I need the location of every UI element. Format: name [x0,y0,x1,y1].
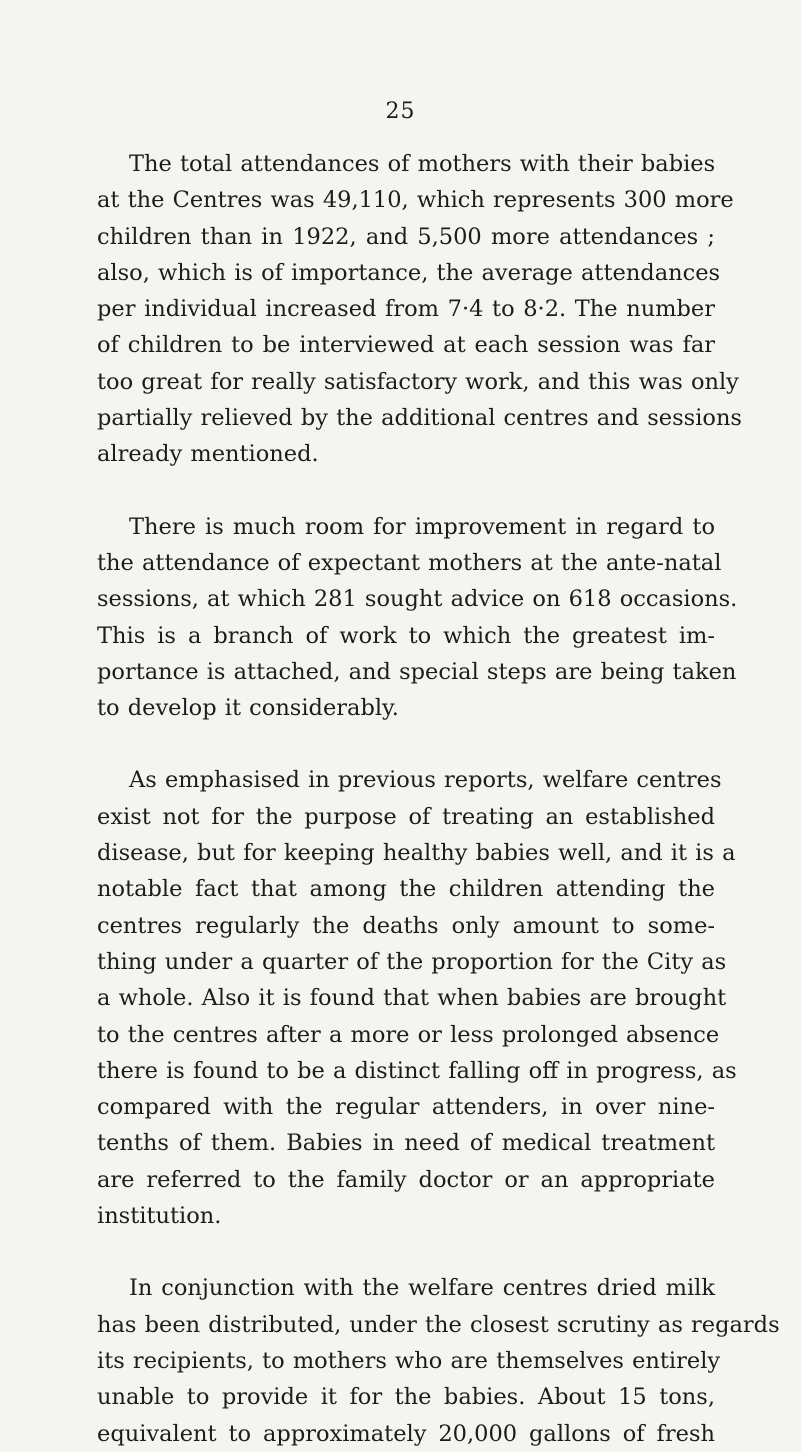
text-line: there is found to be a distinct falling off in progress, as [97,1057,737,1084]
text-line: notable fact that among the children attending the [97,876,715,903]
text-line: In conjunction with the welfare centres dried milk [129,1275,715,1302]
text-line: compared with the regular attenders, in over nine- [97,1094,715,1121]
text-line: institution. [97,1203,222,1230]
text-line: at the Centres was 49,110, which represents 300 more [97,187,734,214]
text-line: per individual increased from 7·4 to 8·2. The number [97,296,715,323]
text-line: equivalent to approximately 20,000 gallons of fresh [97,1420,715,1447]
paragraph-attendances [97,146,742,473]
text-line: children than in 1922, and 5,500 more attendances ; [97,223,715,250]
body-text [97,146,780,1452]
text-line: to the centres after a more or less prolonged absence [97,1021,720,1048]
text-line: has been distributed, under the closest scrutiny as regards [97,1311,780,1338]
text-line: portance is attached, and special steps are being taken [97,658,737,685]
text-line: a whole. Also it is found that when babies are brought [97,985,727,1012]
text-line: sessions, at which 281 sought advice on 618 occasions. [97,586,738,613]
paragraph-gap [97,726,715,762]
text-line: exist not for the purpose of treating an established [97,803,715,830]
text-line: are referred to the family doctor or an appropriate [97,1166,715,1193]
text-line: its recipients, to mothers who are themselves entirely [97,1347,721,1374]
text-line: the attendance of expectant mothers at the ante-natal [97,549,722,576]
text-line: As emphasised in previous reports, welfare centres [129,767,722,794]
paragraph-dried-milk [97,1270,780,1451]
paragraph-welfare-centres [97,762,737,1234]
text-line: of children to be interviewed at each session was far [97,332,715,359]
text-line: tenths of them. Babies in need of medical treatment [97,1130,715,1157]
text-line: thing under a quarter of the proportion for the City as [97,948,727,975]
text-line: also, which is of importance, the average attendances [97,259,721,286]
text-line: centres regularly the deaths only amount to some- [97,912,715,939]
text-line: to develop it considerably. [97,695,399,722]
paragraph-gap [97,1234,715,1270]
paragraph-gap [97,473,715,509]
paragraph-ante-natal [97,509,738,727]
text-line: partially relieved by the additional centres and sessions [97,405,742,432]
text-line: The total attendances of mothers with their babies [129,151,716,177]
text-line: disease, but for keeping healthy babies well, and it is a [97,840,736,867]
text-line: This is a branch of work to which the greatest im- [97,622,715,649]
text-line: There is much room for improvement in regard to [129,513,715,540]
text-line: unable to provide it for the babies. About 15 tons, [97,1384,715,1411]
text-line: too great for really satisfactory work, and this was only [97,368,739,395]
page-number: 25 [385,99,416,124]
text-line: already mentioned. [97,441,319,468]
